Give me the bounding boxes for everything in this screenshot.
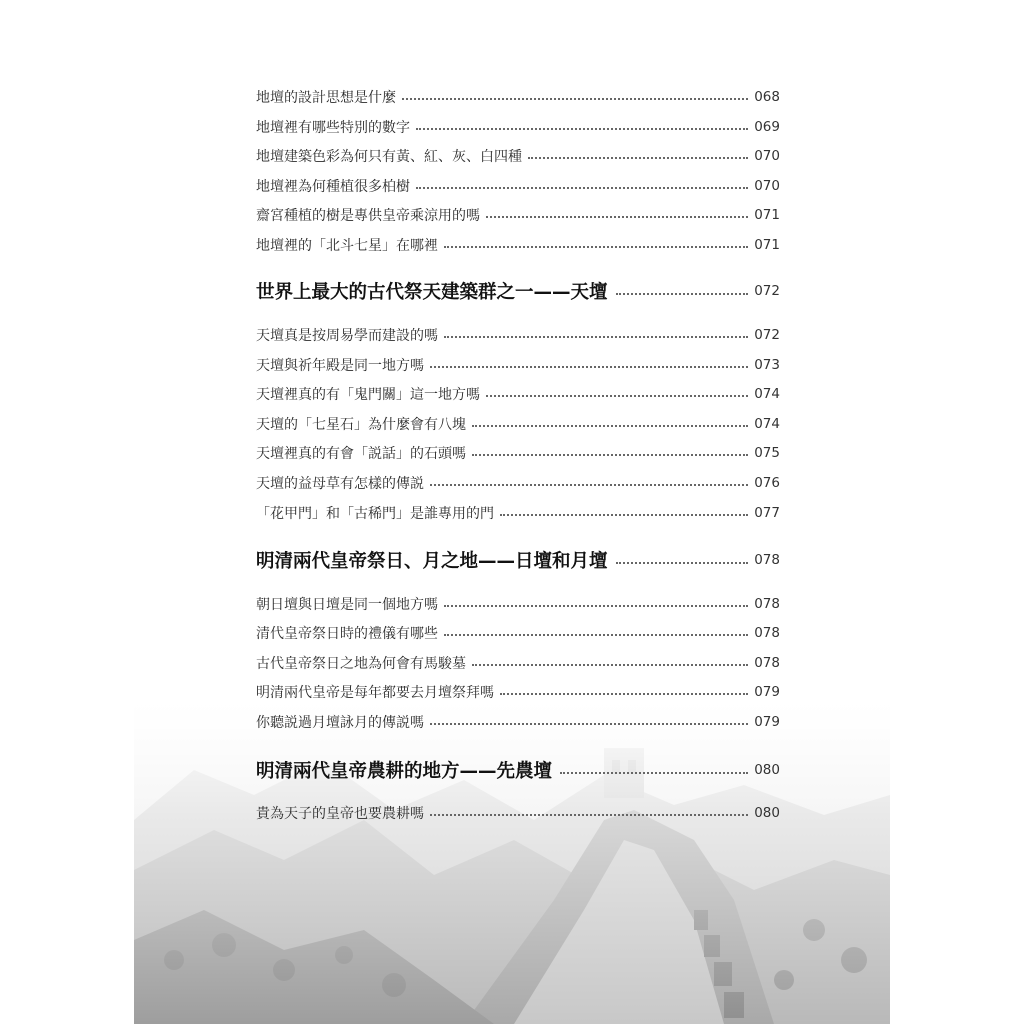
page-number: 078 (754, 655, 780, 671)
toc-entry[interactable] (256, 232, 780, 258)
page-number: 070 (754, 178, 780, 194)
dot-leader (444, 634, 748, 636)
dot-leader (472, 425, 748, 427)
toc-entry[interactable] (256, 352, 780, 378)
dot-leader (500, 693, 748, 695)
page-number: 069 (754, 119, 780, 135)
toc-entry[interactable] (256, 470, 780, 496)
page-number: 074 (754, 416, 780, 432)
entry-title: 朝日壇與日壇是同一個地方嗎 (256, 597, 438, 613)
toc-section-heading[interactable] (256, 276, 780, 306)
section-title: 明清兩代皇帝祭日、月之地——日壇和月壇 (256, 551, 608, 572)
entry-title: 古代皇帝祭日之地為何會有馬駿墓 (256, 656, 466, 672)
section-title: 明清兩代皇帝農耕的地方——先農壇 (256, 761, 553, 782)
page-number: 079 (754, 714, 780, 730)
toc-entry[interactable] (256, 411, 780, 437)
page-number: 079 (754, 684, 780, 700)
entry-title: 地壇的設計思想是什麼 (256, 90, 396, 106)
page-number: 080 (754, 805, 780, 821)
dot-leader (486, 216, 748, 218)
page-number: 075 (754, 445, 780, 461)
dot-leader (416, 128, 748, 130)
page-number: 078 (754, 625, 780, 641)
toc-section-heading[interactable] (256, 755, 780, 785)
toc-entry[interactable] (256, 440, 780, 466)
dot-leader (560, 772, 748, 774)
entry-title: 地壇裡有哪些特別的數字 (256, 120, 410, 136)
page-number: 077 (754, 505, 780, 521)
dot-leader (472, 664, 748, 666)
great-wall-background-image (134, 700, 890, 1024)
entry-title: 天壇真是按周易學而建設的嗎 (256, 328, 438, 344)
dot-leader (430, 366, 748, 368)
toc-entry[interactable] (256, 800, 780, 826)
toc-entry[interactable] (256, 173, 780, 199)
toc-entry[interactable] (256, 591, 780, 617)
dot-leader (416, 187, 748, 189)
entry-title: 天壇與祈年殿是同一地方嗎 (256, 358, 424, 374)
toc-entry[interactable] (256, 679, 780, 705)
entry-title: 地壇建築色彩為何只有黃、紅、灰、白四種 (256, 149, 522, 165)
page-number: 073 (754, 357, 780, 373)
toc-entry[interactable] (256, 322, 780, 348)
toc-entry[interactable] (256, 84, 780, 110)
page-number: 071 (754, 237, 780, 253)
entry-title: 地壇裡為何種植很多柏樹 (256, 179, 410, 195)
toc-entry[interactable] (256, 114, 780, 140)
dot-leader (616, 293, 748, 295)
entry-title: 地壇裡的「北斗七星」在哪裡 (256, 238, 438, 254)
dot-leader (472, 454, 748, 456)
dot-leader (528, 157, 748, 159)
toc-entry[interactable] (256, 143, 780, 169)
toc-section-heading[interactable] (256, 545, 780, 575)
page-number: 078 (754, 596, 780, 612)
entry-title: 貴為天子的皇帝也要農耕嗎 (256, 806, 424, 822)
page-number: 078 (754, 552, 780, 568)
toc-entry[interactable] (256, 620, 780, 646)
page-number: 074 (754, 386, 780, 402)
dot-leader (444, 605, 748, 607)
entry-title: 你聽説過月壇詠月的傳説嗎 (256, 715, 424, 731)
toc-entry[interactable] (256, 650, 780, 676)
dot-leader (500, 514, 748, 516)
toc-entry[interactable] (256, 500, 780, 526)
dot-leader (444, 336, 748, 338)
entry-title: 天壇的「七星石」為什麼會有八塊 (256, 417, 466, 433)
page-number: 068 (754, 89, 780, 105)
section-title: 世界上最大的古代祭天建築群之一——天壇 (256, 282, 608, 303)
page-number: 071 (754, 207, 780, 223)
toc-entry[interactable] (256, 709, 780, 735)
dot-leader (444, 246, 748, 248)
entry-title: 天壇裡真的有會「説話」的石頭嗎 (256, 446, 466, 462)
dot-leader (430, 814, 748, 816)
dot-leader (430, 484, 748, 486)
dot-leader (430, 723, 748, 725)
page-number: 072 (754, 327, 780, 343)
dot-leader (486, 395, 748, 397)
entry-title: 天壇的益母草有怎樣的傳説 (256, 476, 424, 492)
dot-leader (402, 98, 748, 100)
entry-title: 清代皇帝祭日時的禮儀有哪些 (256, 626, 438, 642)
dot-leader (616, 562, 748, 564)
page-number: 080 (754, 762, 780, 778)
entry-title: 「花甲門」和「古稀門」是誰專用的門 (256, 506, 494, 522)
page-number: 072 (754, 283, 780, 299)
page-number: 076 (754, 475, 780, 491)
page-number: 070 (754, 148, 780, 164)
entry-title: 天壇裡真的有「鬼門關」這一地方嗎 (256, 387, 480, 403)
toc-entry[interactable] (256, 202, 780, 228)
entry-title: 齋宮種植的樹是專供皇帝乘涼用的嗎 (256, 208, 480, 224)
toc-entry[interactable] (256, 381, 780, 407)
entry-title: 明清兩代皇帝是每年都要去月壇祭拜嗎 (256, 685, 494, 701)
